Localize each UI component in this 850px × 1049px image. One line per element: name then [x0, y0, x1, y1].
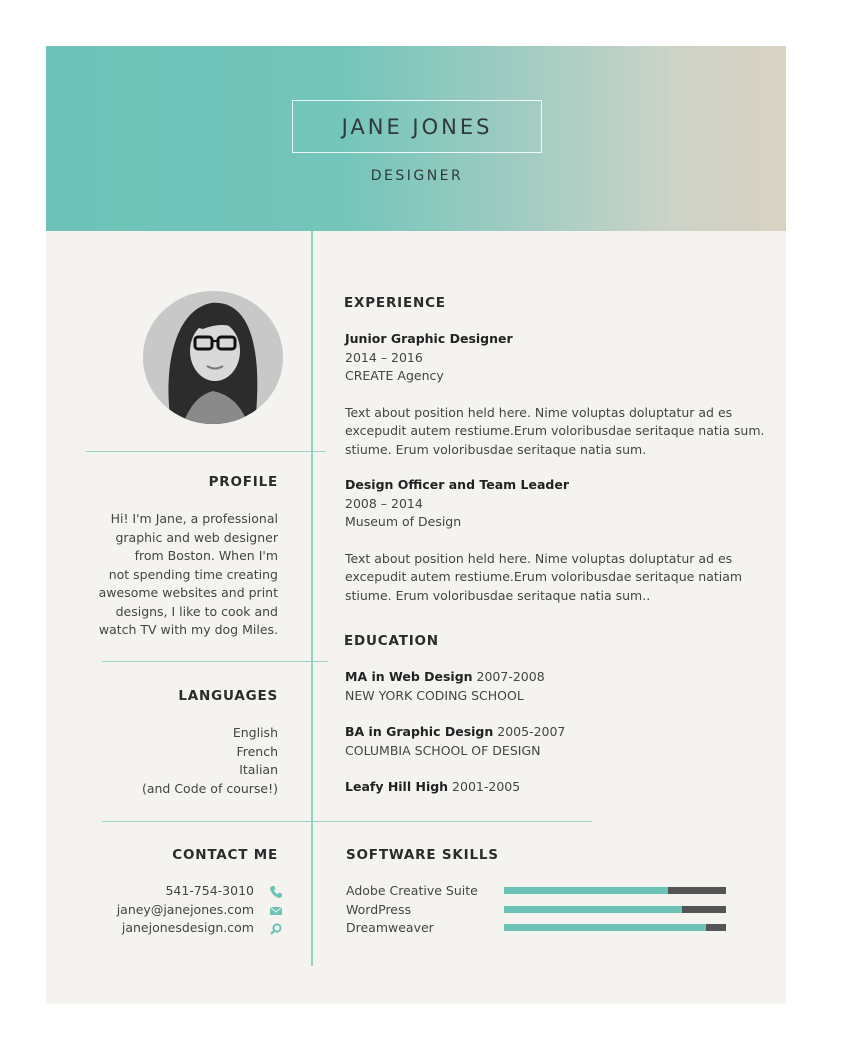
job-company: Museum of Design — [345, 514, 462, 529]
experience-item — [345, 476, 765, 605]
education-item — [345, 778, 765, 797]
job-dates: 2014 – 2016 — [345, 349, 423, 365]
name-title: JANE JONES — [292, 100, 542, 153]
job-role: DESIGNER — [370, 168, 464, 184]
education-years: 2001-2005 — [448, 779, 521, 794]
divider-line — [86, 451, 326, 452]
education-degree: Leafy Hill High — [345, 779, 449, 794]
contact-email: janey@janejones.com — [116, 901, 254, 917]
language-item: (and Code of course!) — [141, 780, 278, 796]
job-company: CREATE Agency — [345, 368, 444, 383]
profile-line: Hi! I'm Jane, a professional — [110, 511, 278, 526]
divider-line — [102, 661, 328, 662]
divider-line — [102, 821, 592, 822]
profile-line: from Boston. When I'm — [134, 548, 278, 563]
skill-bar-fill — [504, 906, 682, 913]
job-description: stiume. Erum voloribusdae seritaque natia sum. — [345, 441, 647, 457]
job-position: Junior Graphic Designer — [345, 331, 513, 346]
resume-page — [46, 46, 786, 1004]
education-item — [345, 723, 765, 760]
skill-name: WordPress — [346, 901, 412, 917]
education-item — [345, 668, 765, 705]
skills-heading: SOFTWARE SKILLS — [346, 847, 499, 863]
contact-phone: 541-754-3010 — [165, 883, 254, 898]
profile-text — [58, 510, 278, 640]
experience-item — [345, 330, 765, 459]
column-divider — [311, 231, 313, 966]
skill-bar-fill — [504, 924, 706, 931]
language-item: English — [232, 725, 278, 740]
profile-line: graphic and web designer — [115, 529, 278, 545]
profile-line: not spending time creating — [108, 566, 278, 582]
skill-name: Adobe Creative Suite — [346, 883, 478, 898]
profile-line: awesome websites and print — [98, 585, 278, 600]
education-degree: BA in Graphic Design — [345, 724, 494, 739]
contact-heading: CONTACT ME — [172, 847, 278, 863]
contact-website: janejonesdesign.com — [121, 920, 254, 935]
magnifier-icon — [269, 922, 283, 936]
education-degree: MA in Web Design — [345, 669, 473, 684]
education-heading: EDUCATION — [344, 633, 439, 649]
skill-name: Dreamweaver — [346, 920, 434, 935]
job-description: excepudit autem restiume.Erum voloribusdae seritaque natiam — [345, 569, 743, 584]
languages-heading: LANGUAGES — [178, 688, 278, 704]
job-description: excepudit autem restiume.Erum voloribusdae seritaque natia sum. — [345, 423, 765, 438]
job-description: stiume. Erum voloribusdae seritaque natia sum.. — [345, 587, 651, 603]
skill-bar — [504, 887, 726, 894]
job-description: Text about position held here. Nime voluptas doluptatur ad es — [345, 550, 733, 566]
envelope-icon — [269, 904, 283, 918]
education-years: 2005-2007 — [493, 724, 566, 739]
job-dates: 2008 – 2014 — [345, 495, 423, 511]
experience-heading: EXPERIENCE — [344, 295, 446, 311]
education-years: 2007-2008 — [472, 669, 545, 684]
header-banner — [46, 46, 786, 231]
contact-list — [54, 882, 254, 938]
skill-bar — [504, 924, 726, 931]
skill-bar — [504, 906, 726, 913]
skills-list — [346, 882, 506, 938]
job-description: Text about position held here. Nime voluptas doluptatur ad es — [345, 404, 733, 420]
skill-bar-fill — [504, 887, 668, 894]
language-item: Italian — [239, 762, 278, 777]
profile-photo — [143, 291, 283, 424]
education-school: NEW YORK CODING SCHOOL — [345, 687, 524, 703]
job-position: Design Officer and Team Leader — [345, 477, 570, 492]
languages-list — [78, 724, 278, 798]
profile-line: designs, I like to cook and — [115, 603, 278, 619]
profile-line: watch TV with my dog Miles. — [98, 622, 278, 637]
language-item: French — [236, 743, 278, 759]
education-school: COLUMBIA SCHOOL OF DESIGN — [345, 742, 541, 758]
phone-icon — [269, 885, 283, 899]
profile-heading: PROFILE — [208, 474, 278, 490]
